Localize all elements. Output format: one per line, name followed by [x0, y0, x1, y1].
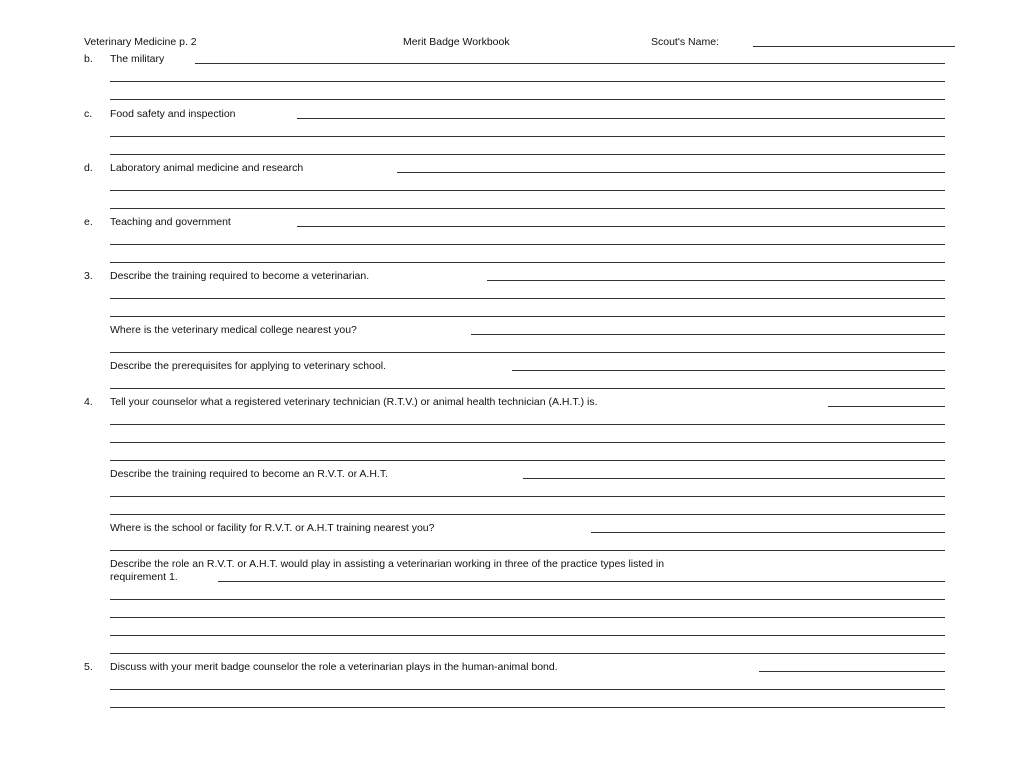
- answer-line[interactable]: [110, 190, 945, 191]
- answer-line[interactable]: [110, 262, 945, 263]
- answer-line[interactable]: [110, 617, 945, 618]
- question-text: Tell your counselor what a registered veterinary technician (R.T.V.) or animal health technician (A.H.T.) is.: [110, 396, 598, 408]
- answer-line[interactable]: [110, 550, 945, 551]
- question-text: Describe the prerequisites for applying to veterinary school.: [110, 360, 387, 372]
- answer-line[interactable]: [759, 671, 945, 672]
- answer-line[interactable]: [218, 581, 945, 582]
- item-marker: d.: [84, 162, 93, 174]
- answer-line[interactable]: [523, 478, 945, 479]
- answer-line[interactable]: [110, 298, 945, 299]
- answer-line[interactable]: [397, 172, 945, 173]
- answer-line[interactable]: [110, 514, 945, 515]
- item-label: Teaching and government: [110, 216, 231, 228]
- answer-line[interactable]: [110, 424, 945, 425]
- question-text-continued: requirement 1.: [110, 571, 178, 583]
- answer-line[interactable]: [110, 352, 945, 353]
- answer-line[interactable]: [110, 599, 945, 600]
- question-number: 5.: [84, 661, 93, 673]
- answer-line[interactable]: [110, 442, 945, 443]
- answer-line[interactable]: [110, 653, 945, 654]
- answer-line[interactable]: [297, 226, 945, 227]
- item-marker: e.: [84, 216, 93, 228]
- answer-line[interactable]: [110, 388, 945, 389]
- answer-line[interactable]: [110, 208, 945, 209]
- answer-line[interactable]: [471, 334, 945, 335]
- question-text: Where is the school or facility for R.V.T. or A.H.T training nearest you?: [110, 522, 435, 534]
- answer-line[interactable]: [487, 280, 945, 281]
- answer-line[interactable]: [110, 316, 945, 317]
- answer-line[interactable]: [110, 689, 945, 690]
- workbook-label: Merit Badge Workbook: [403, 36, 510, 48]
- answer-line[interactable]: [591, 532, 945, 533]
- item-label: Food safety and inspection: [110, 108, 236, 120]
- question-text: Describe the training required to become a veterinarian.: [110, 270, 370, 282]
- item-label: The military: [110, 53, 165, 65]
- question-text: Where is the veterinary medical college nearest you?: [110, 324, 357, 336]
- answer-line[interactable]: [828, 406, 945, 407]
- answer-line[interactable]: [110, 707, 945, 708]
- answer-line[interactable]: [195, 63, 945, 64]
- question-text: Discuss with your merit badge counselor the role a veterinarian plays in the human-animal bond.: [110, 661, 558, 673]
- answer-line[interactable]: [110, 136, 945, 137]
- page-header-title: Veterinary Medicine p. 2: [84, 36, 197, 48]
- answer-line[interactable]: [110, 81, 945, 82]
- answer-line[interactable]: [110, 99, 945, 100]
- question-number: 3.: [84, 270, 93, 282]
- question-text: Describe the role an R.V.T. or A.H.T. would play in assisting a veterinarian working in three of the practice types listed in: [110, 558, 665, 570]
- answer-line[interactable]: [110, 496, 945, 497]
- scout-name-field[interactable]: [753, 46, 955, 47]
- scout-name-label: Scout's Name:: [651, 36, 719, 48]
- item-marker: b.: [84, 53, 93, 65]
- answer-line[interactable]: [110, 460, 945, 461]
- item-marker: c.: [84, 108, 93, 120]
- answer-line[interactable]: [110, 154, 945, 155]
- answer-line[interactable]: [110, 244, 945, 245]
- answer-line[interactable]: [110, 635, 945, 636]
- question-text: Describe the training required to become an R.V.T. or A.H.T.: [110, 468, 389, 480]
- question-number: 4.: [84, 396, 93, 408]
- answer-line[interactable]: [297, 118, 945, 119]
- item-label: Laboratory animal medicine and research: [110, 162, 304, 174]
- answer-line[interactable]: [512, 370, 945, 371]
